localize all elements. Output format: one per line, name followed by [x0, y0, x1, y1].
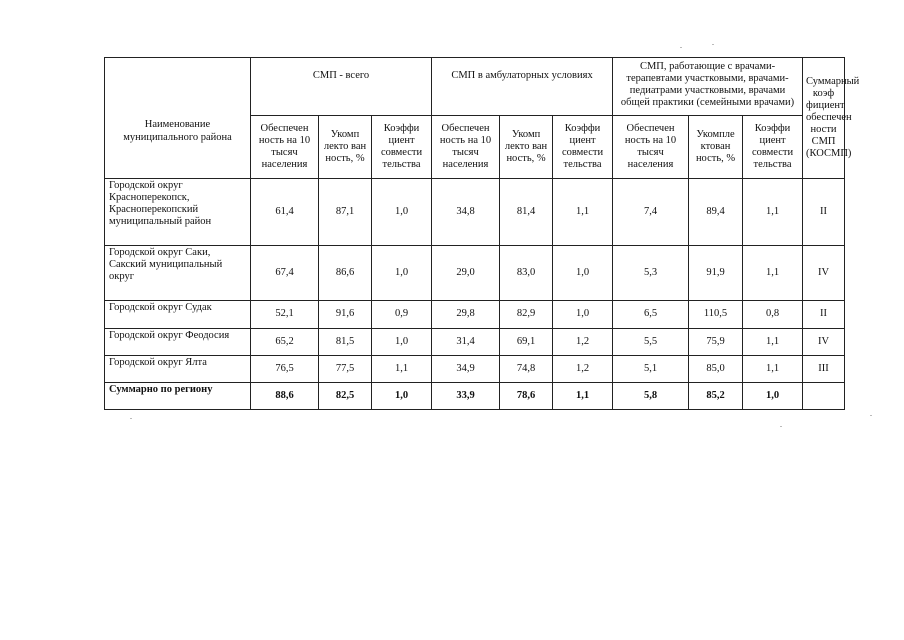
table-row: [105, 329, 845, 356]
subheader-staffing: Укомп лекто ван ность, %: [319, 116, 372, 179]
subheader-provision: Обеспечен ность на 10 тысяч населения: [251, 116, 319, 179]
table-cell: 81,4: [500, 179, 553, 246]
table-cell: 65,2: [251, 329, 319, 356]
table-cell: 1,2: [553, 329, 613, 356]
table-cell: 89,4: [689, 179, 743, 246]
table-cell: II: [803, 179, 845, 246]
table-cell: 1,0: [372, 246, 432, 301]
table-cell: 87,1: [319, 179, 372, 246]
table-cell: 5,1: [613, 356, 689, 383]
row-name: Городской округ Красноперекопск, Красноперекопский муниципальный район: [105, 179, 251, 246]
table-cell: 76,5: [251, 356, 319, 383]
table-cell: 5,5: [613, 329, 689, 356]
table-cell: 1,0: [743, 383, 803, 410]
table-cell: 1,1: [743, 356, 803, 383]
table-cell: 85,2: [689, 383, 743, 410]
table-cell: 7,4: [613, 179, 689, 246]
table-cell: 110,5: [689, 301, 743, 329]
table-cell: 78,6: [500, 383, 553, 410]
table-cell: 0,8: [743, 301, 803, 329]
table-cell: 29,0: [432, 246, 500, 301]
table-cell: 5,8: [613, 383, 689, 410]
header-smp-outpatient: СМП в амбулаторных условиях: [432, 58, 613, 116]
table-cell: 5,3: [613, 246, 689, 301]
table-cell: 1,1: [372, 356, 432, 383]
subheader-provision: Обеспечен ность на 10 тысяч населения: [432, 116, 500, 179]
subheader-provision: Обеспечен ность на 10 тысяч населения: [613, 116, 689, 179]
table-cell: 34,8: [432, 179, 500, 246]
table-cell: 82,9: [500, 301, 553, 329]
table-cell: 88,6: [251, 383, 319, 410]
table-cell: 1,1: [553, 179, 613, 246]
table-cell: 1,0: [553, 246, 613, 301]
table-cell: 33,9: [432, 383, 500, 410]
header-summary-coefficient: Суммарный коэф фициент обеспечен ности СМП (КОСМП): [803, 58, 845, 179]
scan-speck: [780, 426, 782, 427]
table-cell: 69,1: [500, 329, 553, 356]
table-row: [105, 246, 845, 301]
total-row-name: Суммарно по региону: [105, 383, 251, 410]
table-cell: II: [803, 301, 845, 329]
subheader-coefficient: Коэффи циент совмести тельства: [553, 116, 613, 179]
table-cell: 91,6: [319, 301, 372, 329]
table-cell: 1,0: [553, 301, 613, 329]
table-cell: 1,2: [553, 356, 613, 383]
table-cell: 61,4: [251, 179, 319, 246]
table-cell: [803, 383, 845, 410]
table-cell: 81,5: [319, 329, 372, 356]
table-cell: 1,1: [743, 329, 803, 356]
table-cell: 34,9: [432, 356, 500, 383]
table-cell: 91,9: [689, 246, 743, 301]
subheader-coefficient: Коэффи циент совмести тельства: [372, 116, 432, 179]
table-cell: 74,8: [500, 356, 553, 383]
table-row: [105, 179, 845, 246]
table-row: [105, 301, 845, 329]
subheader-coefficient: Коэффи циент совмести тельства: [743, 116, 803, 179]
smp-staffing-table: [104, 57, 860, 410]
table-total-row: [105, 383, 845, 410]
scan-speck: [680, 47, 682, 48]
table-cell: 1,0: [372, 179, 432, 246]
table-cell: 85,0: [689, 356, 743, 383]
row-name: Городской округ Саки, Сакский муниципальный округ: [105, 246, 251, 301]
scan-speck: [712, 44, 714, 45]
table-cell: 86,6: [319, 246, 372, 301]
table-cell: III: [803, 356, 845, 383]
table-cell: 1,0: [372, 383, 432, 410]
subheader-staffing: Укомпле ктован ность, %: [689, 116, 743, 179]
table-cell: 0,9: [372, 301, 432, 329]
subheader-staffing: Укомп лекто ван ность, %: [500, 116, 553, 179]
table-cell: 1,1: [553, 383, 613, 410]
table-cell: 83,0: [500, 246, 553, 301]
row-name: Городской округ Ялта: [105, 356, 251, 383]
table-cell: 52,1: [251, 301, 319, 329]
table-cell: 1,1: [743, 179, 803, 246]
row-name: Городской округ Судак: [105, 301, 251, 329]
scan-speck: [130, 418, 132, 419]
table-cell: IV: [803, 246, 845, 301]
header-municipality-name: Наименование муниципального района: [105, 58, 251, 179]
table-cell: 67,4: [251, 246, 319, 301]
scan-speck: [870, 415, 872, 416]
table-row: [105, 356, 845, 383]
table-cell: 31,4: [432, 329, 500, 356]
table-cell: 29,8: [432, 301, 500, 329]
header-smp-with-doctors: СМП, работающие с врачами-терапевтами участковыми, врачами-педиатрами участковыми, врачами общей практики (семейными врачами): [613, 58, 803, 116]
row-name: Городской округ Феодосия: [105, 329, 251, 356]
table-cell: IV: [803, 329, 845, 356]
table-cell: 6,5: [613, 301, 689, 329]
table-cell: 77,5: [319, 356, 372, 383]
table-cell: 1,1: [743, 246, 803, 301]
table-cell: 1,0: [372, 329, 432, 356]
table-cell: 75,9: [689, 329, 743, 356]
header-smp-total: СМП - всего: [251, 58, 432, 116]
table-cell: 82,5: [319, 383, 372, 410]
